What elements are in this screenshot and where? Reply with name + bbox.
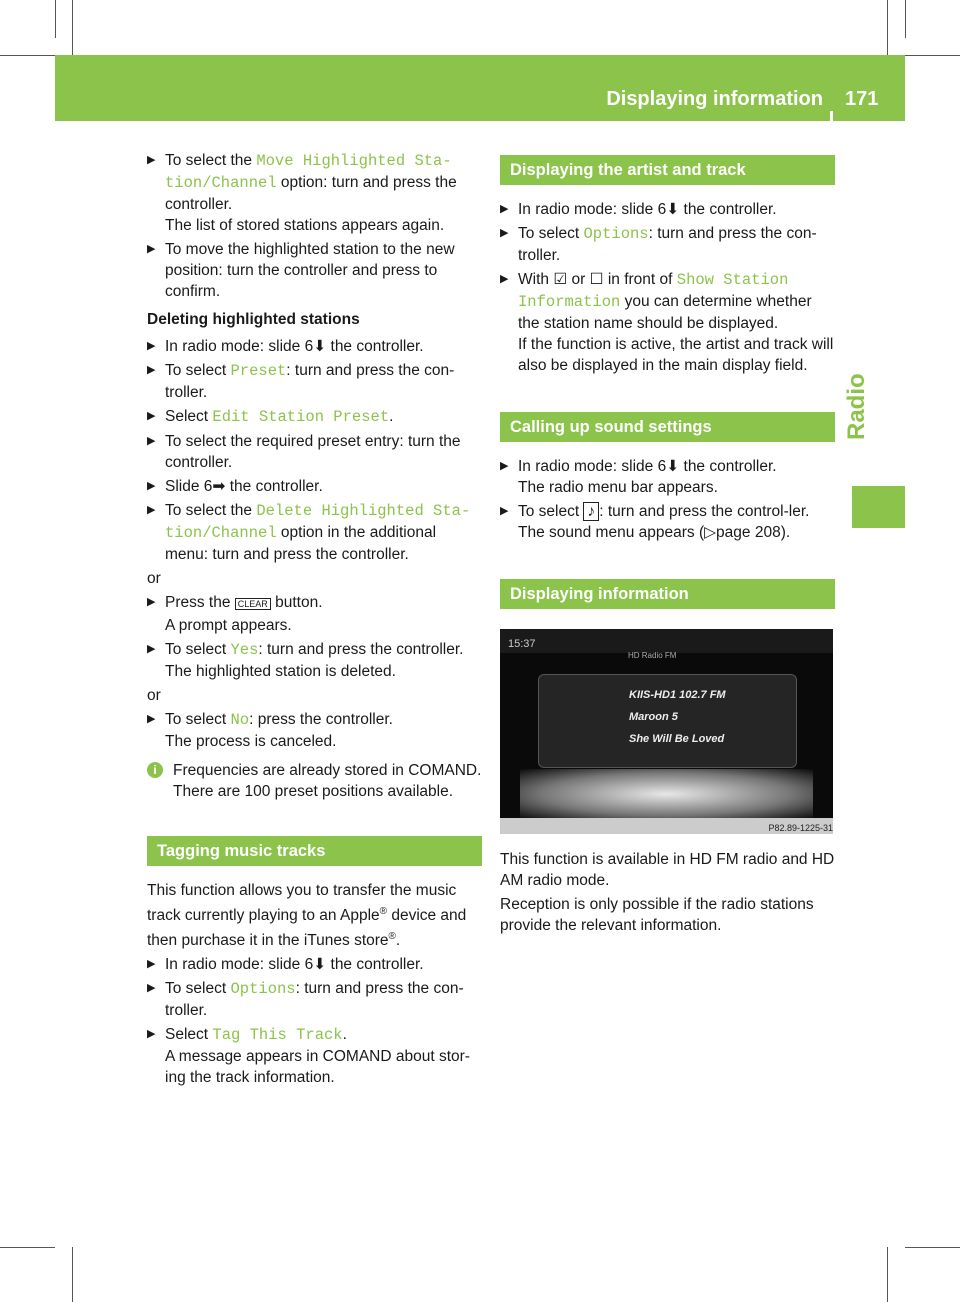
or-text: or: [147, 687, 161, 704]
crop-mark: [887, 0, 888, 55]
crop-mark: [887, 1247, 888, 1302]
step: ▶ Select Edit Station Preset.: [147, 406, 482, 428]
side-tab-marker: [852, 486, 905, 528]
step: ▶ To select Options: turn and press the con-troller.: [500, 223, 835, 266]
step: ▶ To select Preset: turn and press the con-troller.: [147, 360, 482, 403]
section-heading: Tagging music tracks: [147, 836, 482, 866]
step-result: A prompt appears.: [165, 617, 292, 634]
step-result: A message appears in COMAND about stor-ing the track information.: [165, 1048, 470, 1087]
step: ▶ Press the CLEAR button. A prompt appears.: [147, 592, 482, 636]
paragraph: This function is available in HD FM radio and HD AM radio mode.: [500, 851, 835, 889]
step: ▶ To select the Move Highlighted Sta‐ tion/Channel option: turn and press the controller. The list of stored stations appears again.: [147, 150, 482, 236]
screen-glow: [520, 769, 813, 819]
screen-title: HD Radio FM: [628, 651, 677, 660]
header-title: Displaying information: [606, 88, 823, 110]
crop-mark: [905, 0, 906, 38]
screen-status-bar: [500, 629, 833, 660]
crop-mark: [905, 55, 960, 56]
step-result: The radio menu bar appears.: [518, 479, 718, 496]
crop-mark: [0, 1247, 55, 1248]
controller-icon: 6: [304, 338, 314, 355]
step: ▶ To move the highlighted station to the new position: turn the controller and press to confirm.: [147, 239, 482, 302]
or-text: or: [147, 570, 161, 587]
info-note: i Frequencies are already stored in COMAND. There are 100 preset positions available.: [147, 760, 482, 802]
controller-icon: 6: [657, 458, 667, 475]
screen-info-card: [538, 674, 797, 768]
crop-mark: [72, 1247, 73, 1302]
controller-icon: 6: [203, 478, 213, 495]
screen-track: She Will Be Loved: [629, 733, 725, 745]
page-ref-icon: ▷: [704, 524, 717, 541]
slide-down-icon: ⬇: [313, 338, 327, 355]
page-header: [55, 55, 905, 121]
section-heading: Calling up sound settings: [500, 412, 835, 442]
checked-box-icon: ☑: [553, 271, 568, 288]
crop-mark: [72, 0, 73, 55]
slide-down-icon: ⬇: [666, 458, 680, 475]
step: ▶ To select the required preset entry: turn the controller.: [147, 431, 482, 473]
step-result: The process is canceled.: [165, 733, 337, 750]
image-caption: P82.89-1225-31: [500, 818, 833, 834]
side-tab-label: Radio: [843, 373, 870, 440]
controller-icon: 6: [304, 956, 314, 974]
slide-down-icon: ⬇: [313, 956, 327, 974]
step: ▶ In radio mode: slide 6⬇ the controller. The radio menu bar appears.: [500, 456, 835, 498]
step: ▶ Select Tag This Track. A message appears in COMAND about stor-ing the track information.: [147, 1024, 482, 1088]
section-heading: Displaying the artist and track: [500, 155, 835, 185]
section-heading: Displaying information: [500, 579, 835, 609]
left-column: [147, 150, 482, 1091]
crop-mark: [905, 1247, 960, 1248]
step: ▶ With ☑ or ☐ in front of Show Station Information you can determine whether the station name should be displayed. If the function is active, the artist and track will also be displayed in the main display field.: [500, 269, 835, 376]
empty-box-icon: ☐: [589, 271, 604, 288]
screen-time: 15:37: [508, 638, 536, 650]
step-result: If the function is active, the artist and track will also be displayed in the main display field.: [518, 336, 834, 374]
step-result: The list of stored stations appears again.: [165, 217, 445, 234]
step: ▶ To select No: press the controller. The process is canceled.: [147, 709, 482, 752]
subheading: Deleting highlighted stations: [147, 311, 360, 328]
slide-down-icon: ⬇: [666, 201, 680, 218]
slide-right-icon: ➡: [212, 478, 226, 495]
crop-mark: [0, 55, 55, 56]
paragraph: Reception is only possible if the radio stations provide the relevant information.: [500, 896, 814, 934]
screen-station: KIIS-HD1 102.7 FM: [629, 689, 726, 701]
step: ▶ To select the Delete Highlighted Sta‐ tion/Channel option in the additional menu: turn and press the controller.: [147, 500, 482, 565]
right-column: [500, 150, 835, 939]
page-number: 171: [845, 88, 879, 110]
step: ▶ In radio mode: slide 6⬇ the controller.: [500, 199, 835, 220]
step: ▶ To select Options: turn and press the con-troller.: [147, 978, 482, 1021]
info-icon: i: [147, 762, 163, 778]
step: ▶ In radio mode: slide 6⬇ the controller.: [147, 954, 482, 975]
step: ▶ In radio mode: slide 6⬇ the controller.: [147, 336, 482, 357]
step-result: The highlighted station is deleted.: [165, 663, 396, 680]
step: ▶ To select Yes: turn and press the controller. The highlighted station is deleted.: [147, 639, 482, 682]
crop-mark: [55, 0, 56, 38]
step: ▶ To select ♪ : turn and press the control-ler. The sound menu appears (▷page 208).: [500, 501, 835, 543]
sound-icon: ♪: [583, 502, 599, 521]
screen-artist: Maroon 5: [629, 711, 678, 723]
step: ▶ Slide 6➡ the controller.: [147, 476, 482, 497]
controller-icon: 6: [657, 201, 667, 218]
paragraph: This function allows you to transfer the music track currently playing to an Apple® device and then purchase it in the iTunes store®.: [147, 882, 467, 950]
clear-key-icon: CLEAR: [235, 598, 271, 610]
radio-screen-image: [500, 629, 833, 834]
